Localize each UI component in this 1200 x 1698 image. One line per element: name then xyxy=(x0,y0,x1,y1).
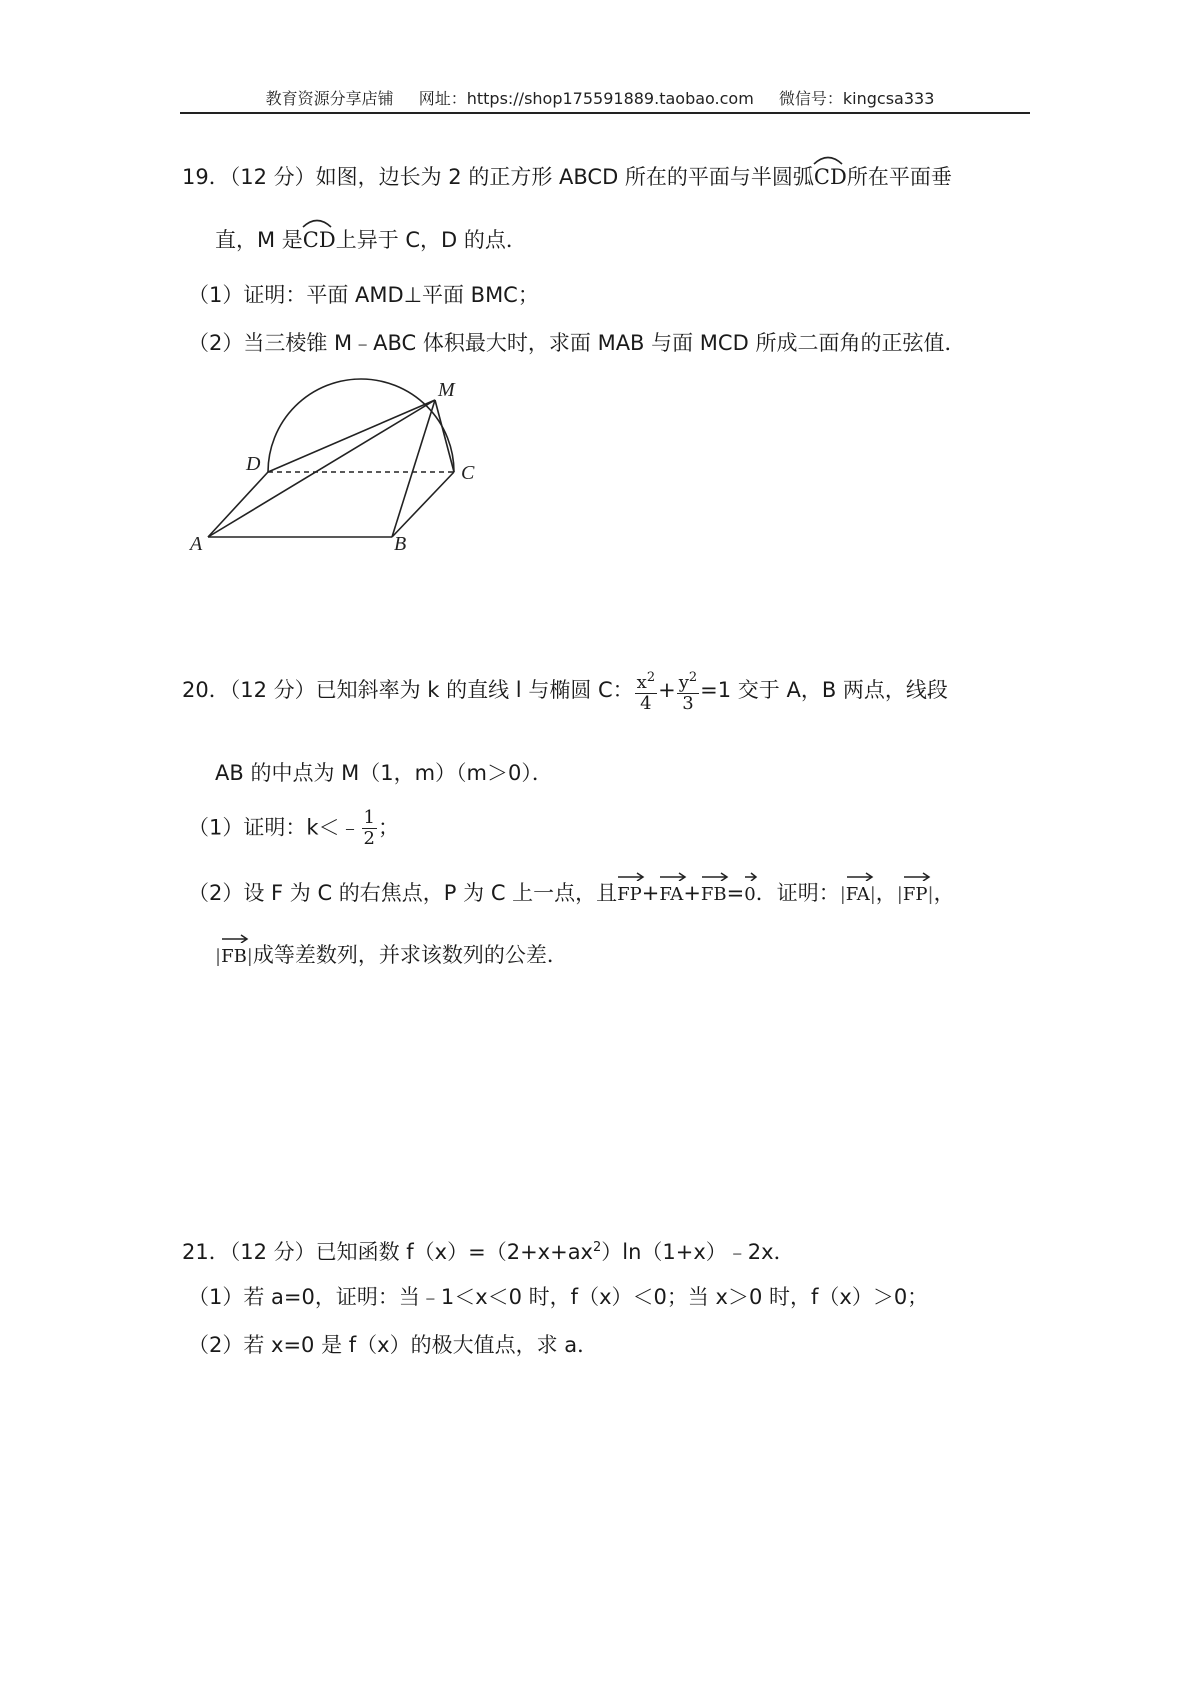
arc-cd-2: CD xyxy=(303,225,336,255)
vector-fb: FB xyxy=(701,880,727,910)
q20-line1: 20．（12 分）已知斜率为 k 的直线 l 与椭圆 C： $\frac{x^2}{4}$ + $\frac{y^2}{3}$ =1 交于 A，B 两点，线段 xyxy=(182,670,948,714)
edge-am xyxy=(208,400,435,537)
edge-dm xyxy=(268,400,435,472)
q20-line2: AB 的中点为 M（1，m）（m＞0）． xyxy=(215,761,553,785)
wechat-id: 微信号：kingcsa333 xyxy=(778,89,935,108)
edge-cm xyxy=(435,400,454,472)
q21-part2: （2）若 x=0 是 f（x）的极大值点，求 a． xyxy=(188,1333,599,1357)
q20-part2-cont: | FB|成等差数列，并求该数列的公差． xyxy=(215,940,568,972)
q19-part2: （2）当三棱锥 M﹣ABC 体积最大时，求面 MAB 与面 MCD 所成二面角的正弦值． xyxy=(188,331,966,355)
vector-arrow xyxy=(221,934,249,943)
arc-symbol xyxy=(301,216,333,228)
fraction-x2-over-4: $\frac{x^2}{4}$ xyxy=(636,670,656,714)
label-d: D xyxy=(246,453,261,475)
vector-arrow xyxy=(659,872,687,881)
page-header xyxy=(0,86,1200,109)
label-a: A xyxy=(190,533,203,555)
arc-symbol xyxy=(812,153,844,165)
vector-arrow xyxy=(617,872,645,881)
abs-vector-fb: FB xyxy=(221,942,247,972)
q20-part2: （2）设 F 为 C 的右焦点，P 为 C 上一点，且 FP+ FA+ FB= 0．证明：| FA|，| FP|， xyxy=(188,878,955,910)
q21-line1: 21．（12 分）已知函数 $f(x)=(2+x+ax^2)\ln(1+x)﹣2x$． xyxy=(182,1240,795,1264)
label-m: M xyxy=(438,379,455,401)
shop-url: 网址：https://shop175591889.taobao.com xyxy=(418,89,754,108)
abs-vector-fp: FP xyxy=(903,880,928,910)
edge-bm xyxy=(392,400,435,537)
label-b: B xyxy=(394,533,407,555)
abs-vector-fa: FA xyxy=(846,880,870,910)
q19-line1: 19．（12 分）如图，边长为 2 的正方形 ABCD 所在的平面与半圆弧 CD所在平面垂 xyxy=(182,162,952,192)
q19-part1: （1）证明：平面 AMD⊥平面 BMC； xyxy=(188,283,539,307)
fraction-one-half: $\frac{1}{2}$ xyxy=(363,807,375,849)
vector-arrow xyxy=(846,872,874,881)
vector-arrow xyxy=(701,872,729,881)
vector-arrow xyxy=(903,872,931,881)
vector-zero: 0 xyxy=(744,880,755,910)
vector-fa: FA xyxy=(659,880,683,910)
semicircle-arc xyxy=(268,379,454,472)
q21-part1: （1）若 a=0，证明：当﹣1＜x＜0 时，f（x）＜0；当 x＞0 时，f（x）＞0； xyxy=(188,1285,929,1309)
vector-arrow xyxy=(744,872,758,881)
vector-fp: FP xyxy=(617,880,642,910)
fraction-y2-over-3: $\frac{y^2}{3}$ xyxy=(678,670,698,714)
arc-cd: CD xyxy=(814,162,847,192)
q20-part1: （1）证明：k＜﹣ $\frac{1}{2}$ ； xyxy=(188,807,399,849)
header-divider xyxy=(180,112,1030,114)
edge-bc xyxy=(392,472,454,537)
geometry-figure xyxy=(180,370,500,560)
q19-line2: 直，M 是 CD上异于 C，D 的点． xyxy=(215,225,527,255)
shop-name: 教育资源分享店铺 xyxy=(265,89,394,108)
edge-ad xyxy=(208,472,268,537)
label-c: C xyxy=(461,462,475,484)
